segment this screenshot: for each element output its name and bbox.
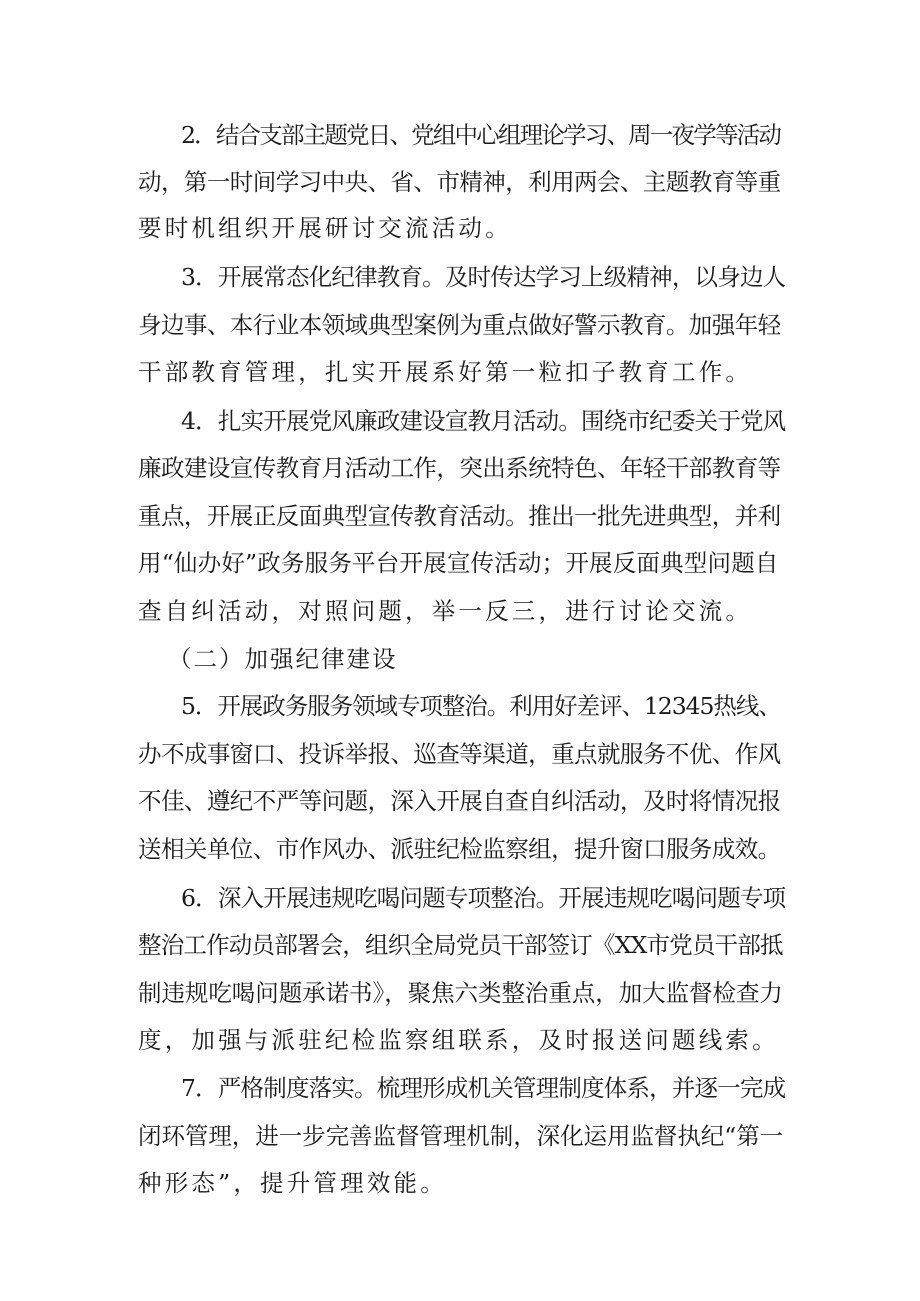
item-3-line-3: 干部教育管理，扎实开展系好第一粒扣子教育工作。	[138, 358, 753, 386]
item-5-line-4: 送相关单位、市作风办、派驻纪检监察组，提升窗口服务成效。	[138, 835, 781, 863]
item-6-line-3: 制违规吃喝问题承诺书》，聚焦六类整治重点，加大监督检查力	[138, 979, 783, 1007]
item-6-line-2: 整治工作动员部署会，组织全局党员干部签订《XX市党员干部抵	[138, 931, 783, 959]
item-5-line-2: 办不成事窗口、投诉举报、巡查等渠道，重点就服务不优、作风	[138, 740, 781, 768]
item-2-line-3: 要时机组织开展研讨交流活动。	[138, 214, 512, 242]
item-5-line-1: 5．开展政务服务领域专项整治。利用好差评、12345热线、	[181, 692, 781, 720]
item-4-line-3: 重点，开展正反面典型宣传教育活动。推出一批先进典型，并利	[138, 502, 781, 530]
item-3-line-1: 3．开展常态化纪律教育。及时传达学习上级精神，以身边人	[181, 263, 786, 291]
item-7-line-3: 种形态”，提升管理效能。	[138, 1169, 447, 1197]
item-7-line-1: 7．严格制度落实。梳理形成机关管理制度体系，并逐一完成	[181, 1074, 786, 1102]
item-5-line-3: 不佳、遵纪不严等问题，深入开展自查自纠活动，及时将情况报	[138, 787, 781, 815]
item-3-line-2: 身边事、本行业本领域典型案例为重点做好警示教育。加强年轻	[138, 311, 781, 339]
item-4-line-5: 查自纠活动，对照问题，举一反三，进行讨论交流。	[138, 597, 753, 625]
item-2-line-1: 2．结合支部主题党日、党组中心组理论学习、周一夜学等活动	[181, 121, 781, 149]
item-4-line-1: 4．扎实开展党风廉政建设宣教月活动。围绕市纪委关于党风	[181, 407, 786, 435]
item-6-line-1: 6．深入开展违规吃喝问题专项整治。开展违规吃喝问题专项	[181, 884, 786, 912]
item-4-line-2: 廉政建设宣传教育月活动工作，突出系统特色、年轻干部教育等	[138, 454, 781, 482]
item-6-line-4: 度，加强与派驻纪检监察组联系，及时报送问题线索。	[138, 1026, 779, 1054]
section-heading-2: （二）加强纪律建设	[168, 645, 398, 673]
item-4-line-4: 用“仙办好”政务服务平台开展宣传活动；开展反面典型问题自	[138, 549, 779, 577]
item-2-line-2: 动，第一时间学习中央、省、市精神，利用两会、主题教育等重	[138, 168, 781, 196]
item-7-line-2: 闭环管理，进一步完善监督管理机制，深化运用监督执纪“第一	[138, 1122, 784, 1150]
